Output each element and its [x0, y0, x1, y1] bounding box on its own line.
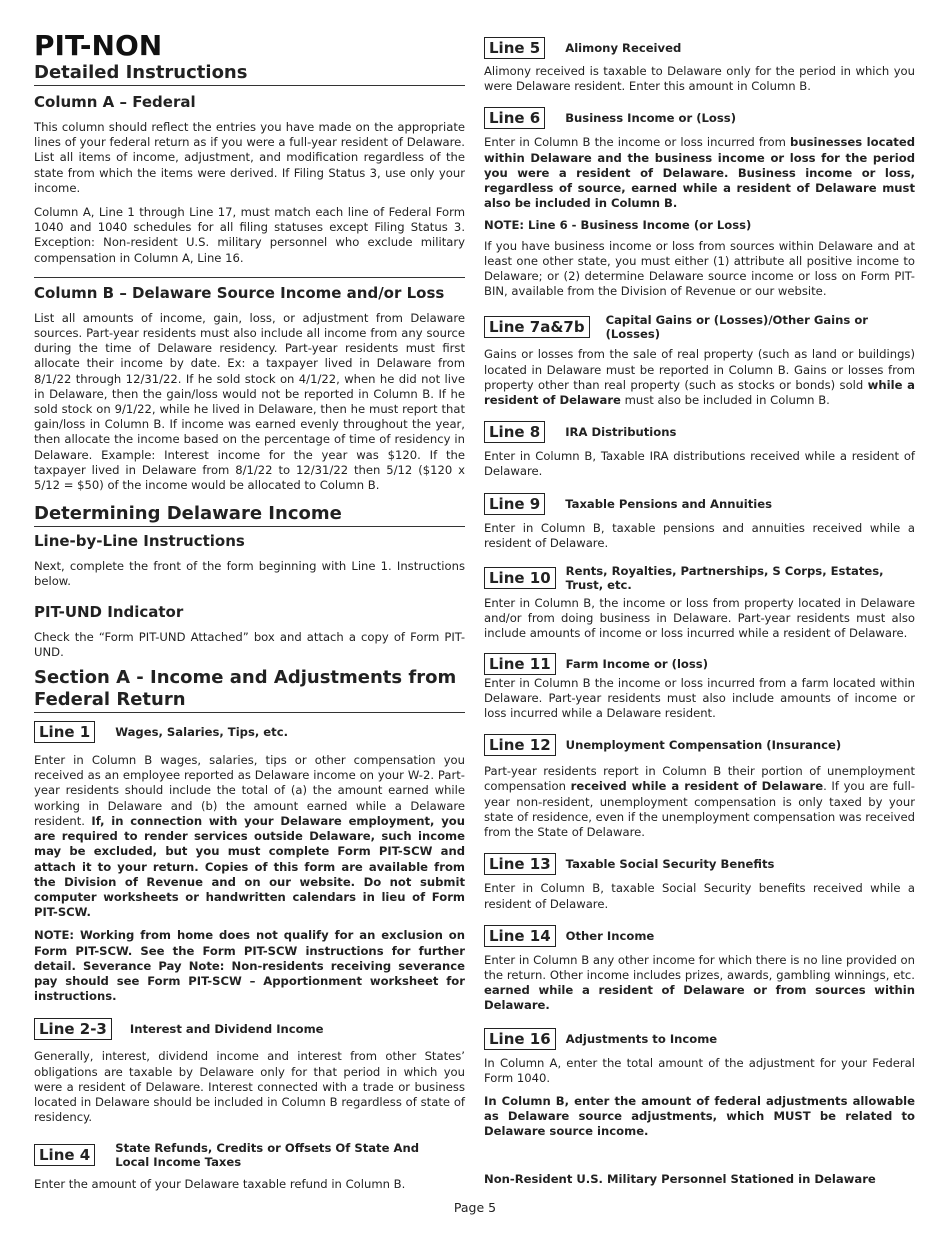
line-7-bold-text: while a resident of Delaware [484, 377, 915, 408]
column-a-heading: Column A – Federal [34, 93, 196, 111]
line-6-note-title: NOTE: Line 6 - Business Income (or Loss) [484, 218, 752, 233]
column-b-heading: Column B – Delaware Source Income and/or Loss [34, 283, 445, 302]
page-number: Page 5 [453, 1200, 497, 1215]
line-16-paragraph-1: In Column A, enter the total amount of the adjustment for your Federal Form 1040. [484, 1055, 915, 1085]
line-2-3-header [34, 1018, 465, 1040]
line-7-box: Line 7a&7b [484, 316, 590, 338]
line-2-3-title: Interest and Dividend Income [129, 1022, 324, 1037]
line-9-title: Taxable Pensions and Annuities [565, 496, 772, 511]
line-11-box: Line 11 [484, 653, 556, 675]
line-1-box: Line 1 [34, 721, 95, 743]
line-6-text: Enter in Column B the income or loss incurred from [484, 135, 791, 150]
line-14-bold-text: earned while a resident of Delaware or from sources within Delaware. [484, 983, 915, 1013]
line-12-title: Unemployment Compensation (Insurance) [565, 738, 842, 753]
column-a-paragraph-1: This column should reflect the entries you have made on the appropriate lines of your federal return as if you were a full-year resident of Delaware. List all items of income, adjustment, and modification regardless of the state from which the items were derived. If Filing Status 3, use only your income. [34, 120, 465, 195]
line-11-title: Farm Income or (loss) [565, 656, 708, 671]
line-6-box: Line 6 [484, 107, 545, 129]
line-4-title: State Refunds, Credits or Offsets Of State And Local Income Taxes [115, 1141, 420, 1170]
line-8-header [484, 421, 915, 443]
line-6-paragraph [484, 135, 915, 211]
column-b-paragraph: List all amounts of income, gain, loss, or adjustment from Delaware sources. Part-year residents must also include all income from any source during the time of Delaware residency. Part-year residents must first allocate their income by date. Ex: a taxpayer lived in Delaware from 8/1/22 through 12/31/22. If he sold stock on 4/1/22, when he did not live in Delaware, then the gain/loss would not be reported in Column B. If he sold stock on 9/1/22, while he lived in Delaware, then he must report that gain/loss in Column B. If income was earned evenly throughout the year, then allocate the income based on the percentage of time of residency in Delaware. Example: Interest income for the year was $120. If the taxpayer lived in Delaware from 8/1/22 to 12/31/22 then 5/12 ($120 x 5/12 = $50) of the income would be allocated to Column B. [34, 310, 465, 493]
line-by-line-heading: Line-by-Line Instructions [34, 532, 245, 551]
line-7-title: Capital Gains or (Losses)/Other Gains or (Losses) [605, 313, 869, 342]
line-16-must: MUST [773, 1109, 811, 1124]
line-1-bold-text: If, in connection with your Delaware employment, you are required to render services outside Delaware, such income may be excluded, but you must complete Form PIT-SCW and attach it to your return. Copies of this form are available from the Division of Revenue and on our website. Do not submit computer worksheets or handwritten calendars in lieu of Form PIT-SCW. [34, 813, 465, 920]
line-10-title: Rents, Royalties, Partnerships, S Corps, Estates, Trust, etc. [565, 564, 884, 593]
line-by-line-paragraph: Next, complete the front of the form beginning with Line 1. Instructions below. [34, 559, 465, 589]
line-16-title: Adjustments to Income [565, 1031, 718, 1046]
line-13-header [484, 853, 915, 875]
left-column [34, 30, 465, 1193]
line-5-title: Alimony Received [565, 41, 682, 55]
line-14-paragraph [484, 953, 915, 1014]
pit-und-heading: PIT-UND Indicator [34, 602, 184, 621]
line-6-header [484, 107, 915, 129]
line-1-paragraph [34, 753, 465, 920]
line-12-bold-text: received while a resident of Delaware [570, 779, 824, 794]
line-4-paragraph: Enter the amount of your Delaware taxable refund in Column B. [34, 1177, 406, 1192]
line-7-text: Gains or losses from the sale of real property (such as land or buildings) located in Delaware must be reported in Column B. Gains or losses from property other than real property (such as stocks or bonds) sold [484, 347, 915, 392]
line-16-paragraph-2 [484, 1094, 915, 1140]
line-10-box: Line 10 [484, 567, 556, 589]
line-12-paragraph [484, 764, 915, 840]
line-5-paragraph: Alimony received is taxable to Delaware only for the period in which you were Delaware resident. Enter this amount in Column B. [484, 64, 915, 94]
line-12-text: Part-year residents report in Column B their portion of unemployment compensation [484, 764, 915, 794]
column-a-paragraph-2: Column A, Line 1 through Line 17, must match each line of Federal Form 1040 and 1040 schedules for all filing statuses except Filing Status 3. Exception: Non-resident U.S. military personnel who exclude military compensation in Column A, Line 16. [34, 205, 465, 265]
section-divider [34, 277, 465, 278]
form-id: PIT-NON [34, 29, 163, 62]
line-4-header [34, 1141, 465, 1169]
pit-und-paragraph: Check the “Form PIT-UND Attached” box and attach a copy of Form PIT-UND. [34, 629, 465, 659]
page-title: Detailed Instructions [34, 62, 465, 86]
line-8-box: Line 8 [484, 421, 545, 443]
line-1-title: Wages, Salaries, Tips, etc. [115, 725, 288, 740]
line-7-text-end: must also be included in Column B. [620, 393, 830, 408]
military-heading: Non-Resident U.S. Military Personnel Stationed in Delaware [484, 1171, 876, 1186]
line-7-paragraph [484, 347, 915, 408]
line-8-title: IRA Distributions [565, 425, 677, 440]
line-12-header [484, 734, 915, 756]
line-11-paragraph: Enter in Column B the income or loss incurred from a farm located within Delaware. Part-year residents must also include amounts of income or loss incurred while a Delaware resident. [484, 675, 915, 721]
line-2-3-box: Line 2-3 [34, 1018, 112, 1040]
line-13-title: Taxable Social Security Benefits [565, 857, 775, 872]
line-14-text: Enter in Column B any other income for which there is no line provided on the return. Other income includes prizes, awards, gambling winnings, etc. [484, 952, 915, 982]
line-14-box: Line 14 [484, 925, 556, 947]
line-5-box: Line 5 [484, 37, 545, 59]
line-6-note-paragraph: If you have business income or loss from sources within Delaware and at least one other state, you must either (1) attribute all positive income to Delaware; or (2) determine Delaware source income or loss on Form PIT-BIN, available from the Division of Revenue or our website. [484, 238, 915, 299]
line-7-header [484, 313, 915, 341]
line-9-box: Line 9 [484, 493, 545, 515]
line-1-note: NOTE: Working from home does not qualify for an exclusion on Form PIT-SCW. See the Form PIT-SCW instructions for further detail. Severance Pay Note: Non-residents receiving severance pay should see Form PIT-SCW – Apportionment worksheet for instructions. [34, 928, 465, 1004]
line-10-header [484, 564, 915, 592]
line-16-header [484, 1028, 915, 1050]
line-1-text: Enter in Column B wages, salaries, tips or other compensation you received as an employee reported as Delaware income on your W-2. Part-year residents should include the total of (a) the amount earned while working in Delaware and (b) the amount earned while a Delaware resident. [34, 753, 465, 828]
right-column [484, 30, 915, 1187]
line-8-paragraph: Enter in Column B, Taxable IRA distributions received while a resident of Delaware. [484, 449, 915, 479]
line-9-header [484, 493, 915, 515]
line-12-box: Line 12 [484, 734, 556, 756]
line-5-header [484, 37, 915, 59]
line-2-3-paragraph: Generally, interest, dividend income and interest from other States’ obligations are taxable by Delaware only for that period in which you were a resident of Delaware. Interest connected with a trade or business located in Delaware should be included in Column B regardless of state of residency. [34, 1049, 465, 1125]
line-4-box: Line 4 [34, 1144, 95, 1166]
line-16-bold-text-2: be related to Delaware source income. [484, 1109, 915, 1139]
section-a-heading: Section A - Income and Adjustments from Federal Return [34, 667, 465, 713]
line-16-box: Line 16 [484, 1028, 556, 1050]
line-9-paragraph: Enter in Column B, taxable pensions and annuities received while a resident of Delaware. [484, 520, 915, 550]
line-13-box: Line 13 [484, 853, 556, 875]
line-14-header [484, 925, 915, 947]
line-11-header [484, 653, 915, 675]
line-14-title: Other Income [565, 928, 655, 943]
determining-heading: Determining Delaware Income [34, 503, 465, 527]
line-6-title: Business Income or (Loss) [565, 111, 736, 126]
line-13-paragraph: Enter in Column B, taxable Social Security benefits received while a resident of Delaware. [484, 881, 915, 911]
line-6-bold-text: businesses located within Delaware and the business income or loss for the period you were a resident of Delaware. Business income or loss, regardless of source, earned while a resident of Delaware must also be included in Column B. [484, 135, 915, 211]
line-16-bold-text-1: In Column B, enter the amount of federal adjustments allowable as Delaware source adjustments, which [484, 1093, 915, 1124]
line-10-paragraph: Enter in Column B, the income or loss from property located in Delaware and/or from doing business in Delaware. Part-year residents must also include amounts of income or loss incurred while a resident of Delaware. [484, 596, 915, 641]
line-12-text-end: . If you are full-year non-resident, unemployment compensation is only taxed by your state of residence, even if the unemployment compensation was received from the State of Delaware. [484, 779, 915, 840]
line-1-header [34, 721, 465, 743]
